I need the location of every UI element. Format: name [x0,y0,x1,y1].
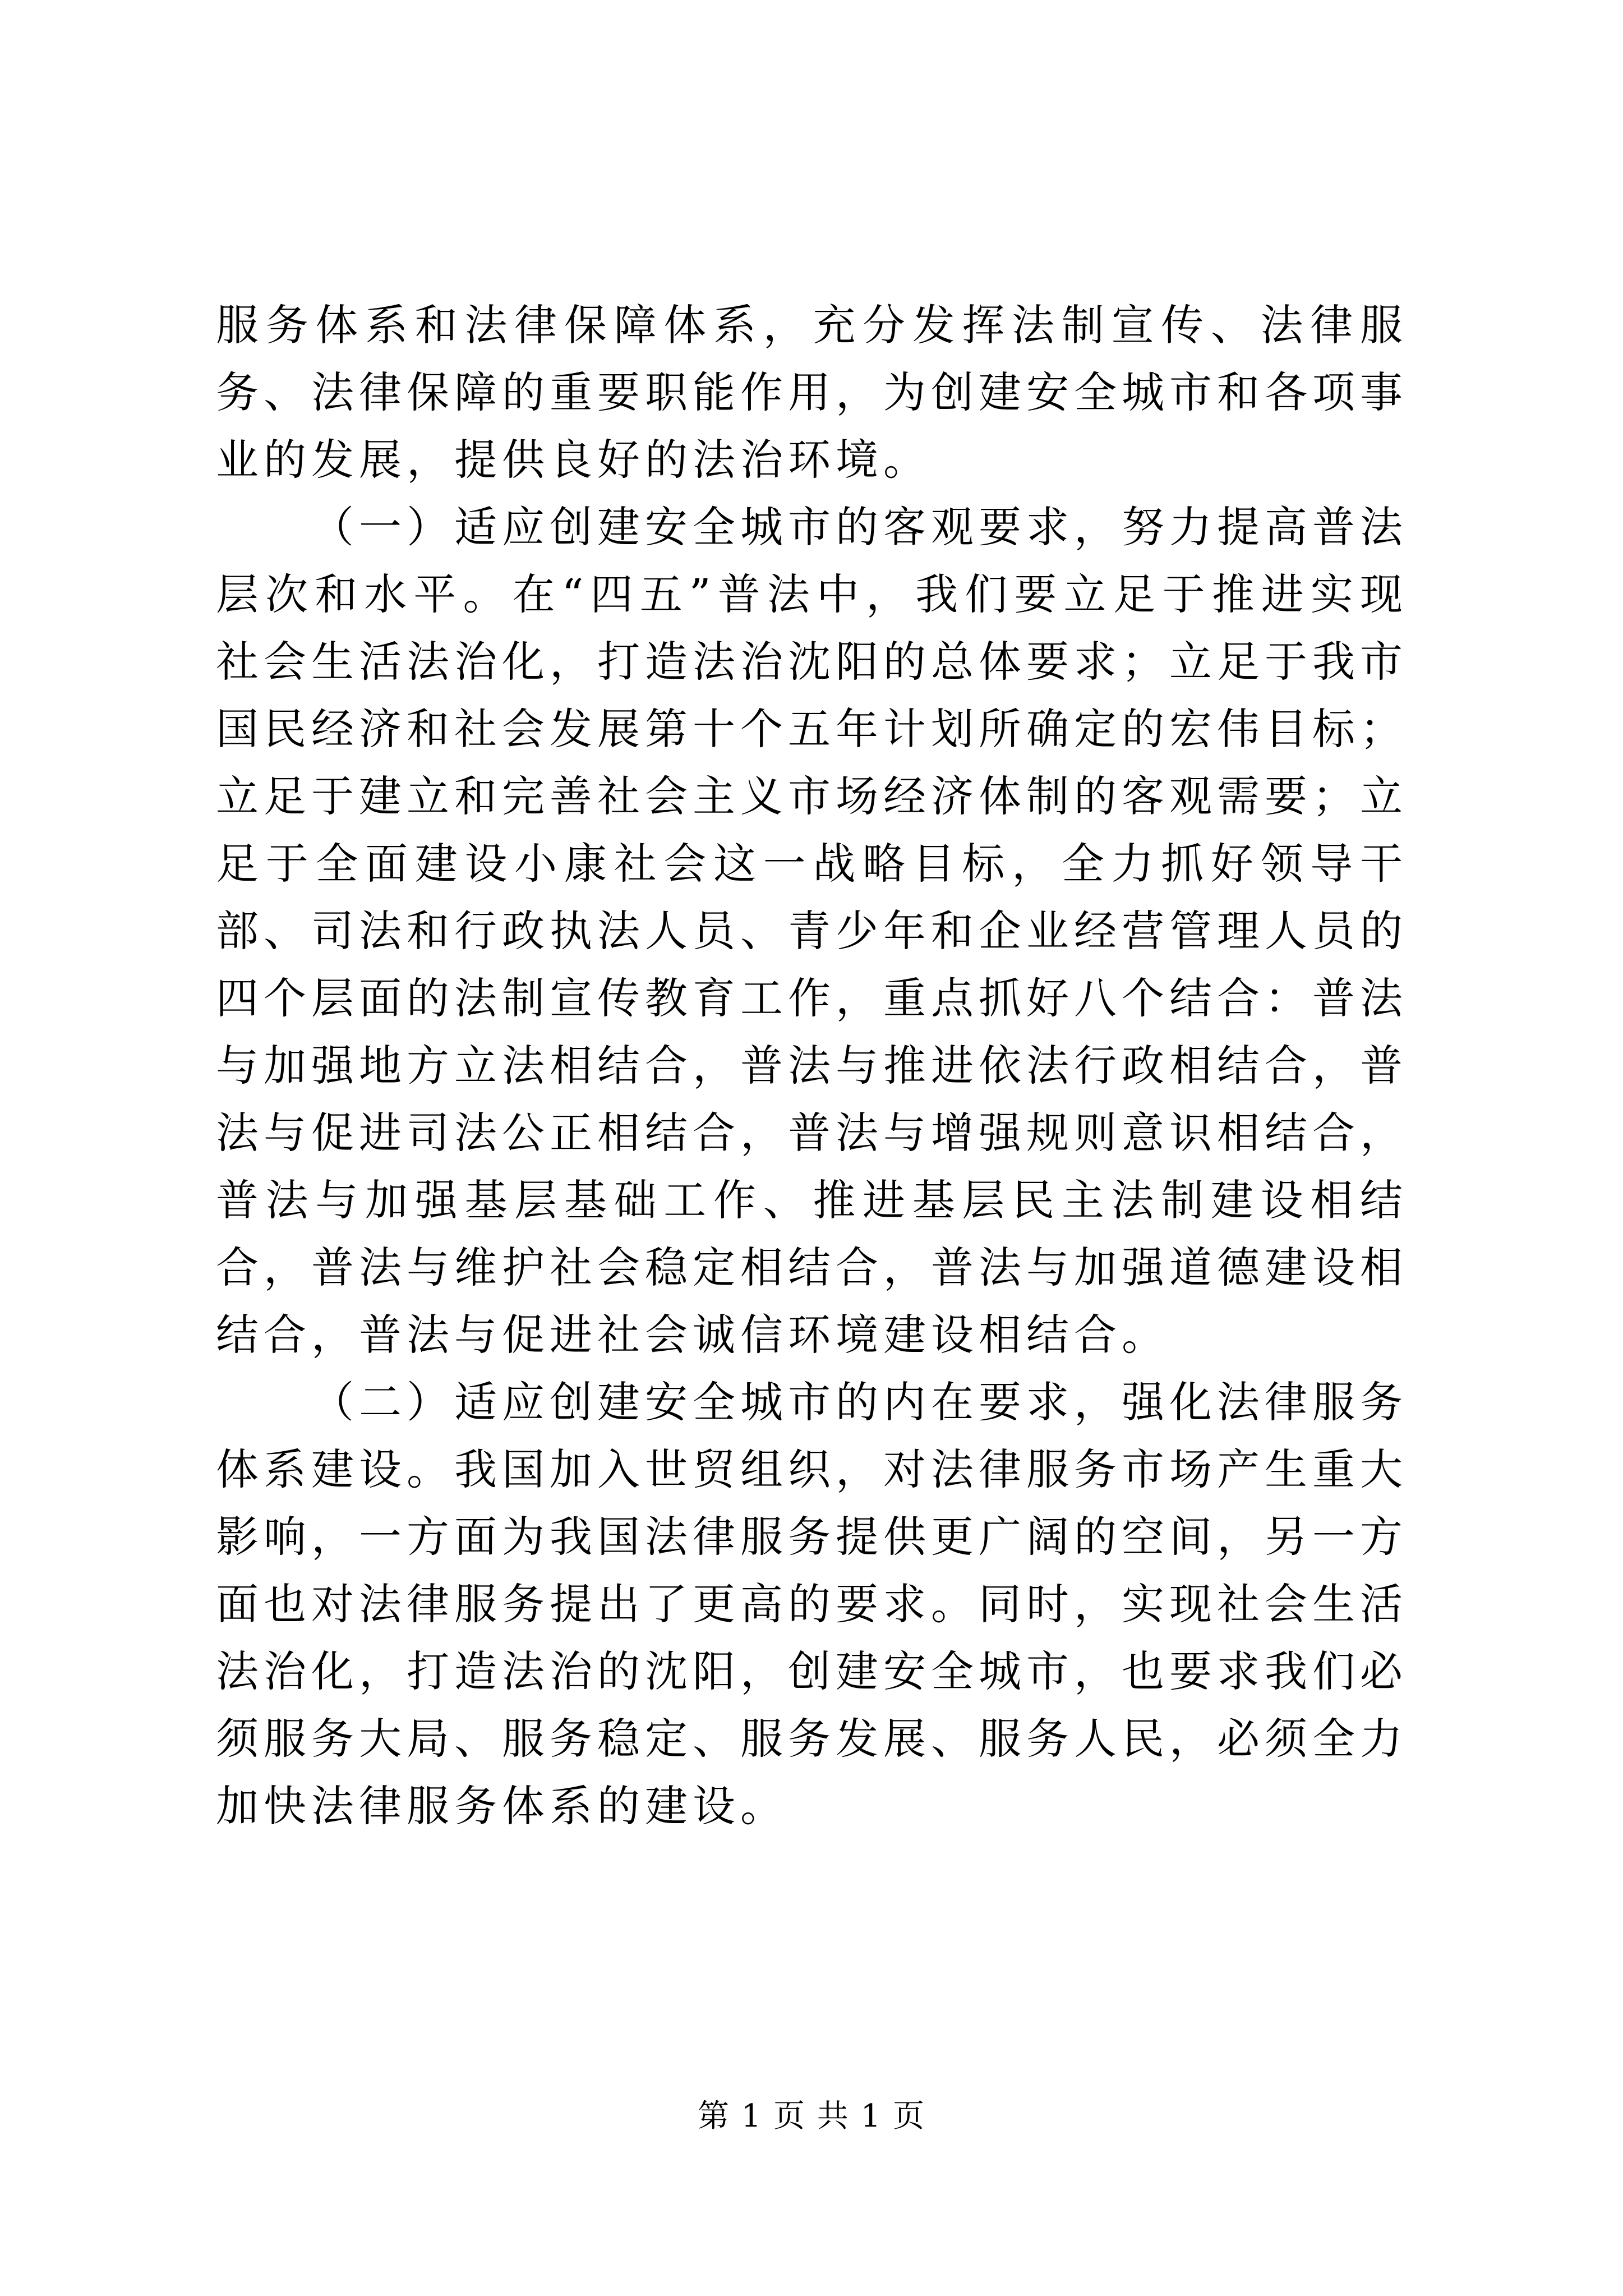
paragraph-continuation: 服务体系和法律保障体系，充分发挥法制宣传、法律服务、法律保障的重要职能作用，为创建安全城市和各项事业的发展，提供良好的法治环境。 [216,300,1408,485]
paragraph-section-1: （一）适应创建安全城市的客观要求，努力提高普法层次和水平。在“四五”普法中，我们要立足于推进实现社会生活法治化，打造法治沈阳的总体要求；立足于我市国民经济和社会发展第十个五年计划所确定的宏伟目标；立足于建立和完善社会主义市场经济体制的客观需要；立足于全面建设小康社会这一战略目标，全力抓好领导干部、司法和行政执法人员、青少年和企业经营管理人员的四个层面的法制宣传教育工作，重点抓好八个结合：普法与加强地方立法相结合，普法与推进依法行政相结合，普法与促进司法公正相结合，普法与增强规则意识相结合，普法与加强基层基础工作、推进基层民主法制建设相结合，普法与维护社会稳定相结合，普法与加强道德建设相结合，普法与促进社会诚信环境建设相结合。 [216,502,1408,1360]
document-body [216,292,1408,1840]
page-number-footer: 第 1 页 共 1 页 [697,2098,926,2134]
paragraph-section-2: （二）适应创建安全城市的内在要求，强化法律服务体系建设。我国加入世贸组织，对法律服务市场产生重大影响，一方面为我国法律服务提供更广阔的空间，另一方面也对法律服务提出了更高的要求。同时，实现社会生活法治化，打造法治的沈阳，创建安全城市，也要求我们必须服务大局、服务稳定、服务发展、服务人民，必须全力加快法律服务体系的建设。 [216,1377,1408,1831]
